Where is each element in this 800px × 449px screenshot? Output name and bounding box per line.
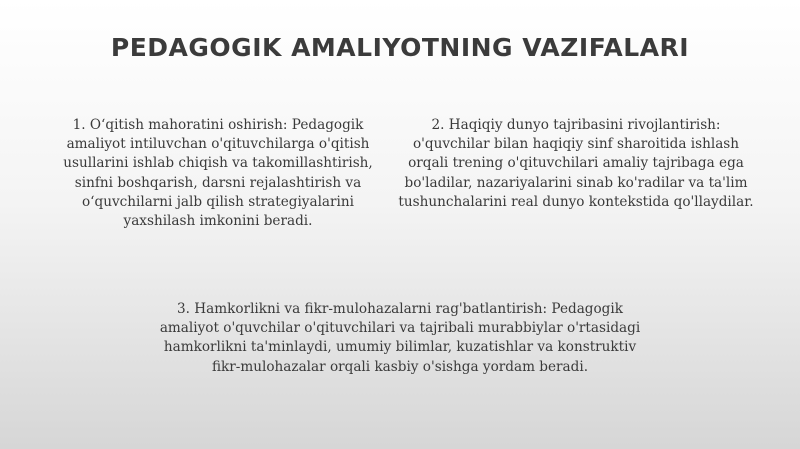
paragraph-collaboration-feedback: 3. Hamkorlikni va fikr-mulohazalarni rag'batlantirish: Pedagogik amaliyot o'quvchilar o'qituvchilari va tajribali murabbiylar o'rtasidagi hamkorlikni ta'minlaydi, umumiy bilimlar, kuzatishlar va konstruktiv fikr-mulohazalar orqali kasbiy o'sishga yordam beradi. <box>159 301 641 375</box>
paragraph-teaching-skills: 1. O‘qitish mahoratini oshirish: Pedagogik amaliyot intiluvchan o'qituvchilarga o'qitish usullarini ishlab chiqish va takomillashtirish, sinfni boshqarish, darsni rejalashtirish va o‘quvchilarni jalb qilish strategiyalarini yaxshilash imkonini beradi. <box>63 117 373 230</box>
paragraph-real-world-experience: 2. Haqiqiy dunyo tajribasini rivojlantirish: o'quvchilar bilan haqiqiy sinf sharoitida ishlash orqali trening o'qituvchilari amaliy tajribaga ega bo'ladilar, nazariyalarini sinab ko'radilar va ta'lim tushunchalarini real dunyo kontekstida qo'llaydilar. <box>398 117 754 210</box>
slide-title: PEDAGOGIK AMALIYOTNING VAZIFALARI <box>110 33 690 62</box>
